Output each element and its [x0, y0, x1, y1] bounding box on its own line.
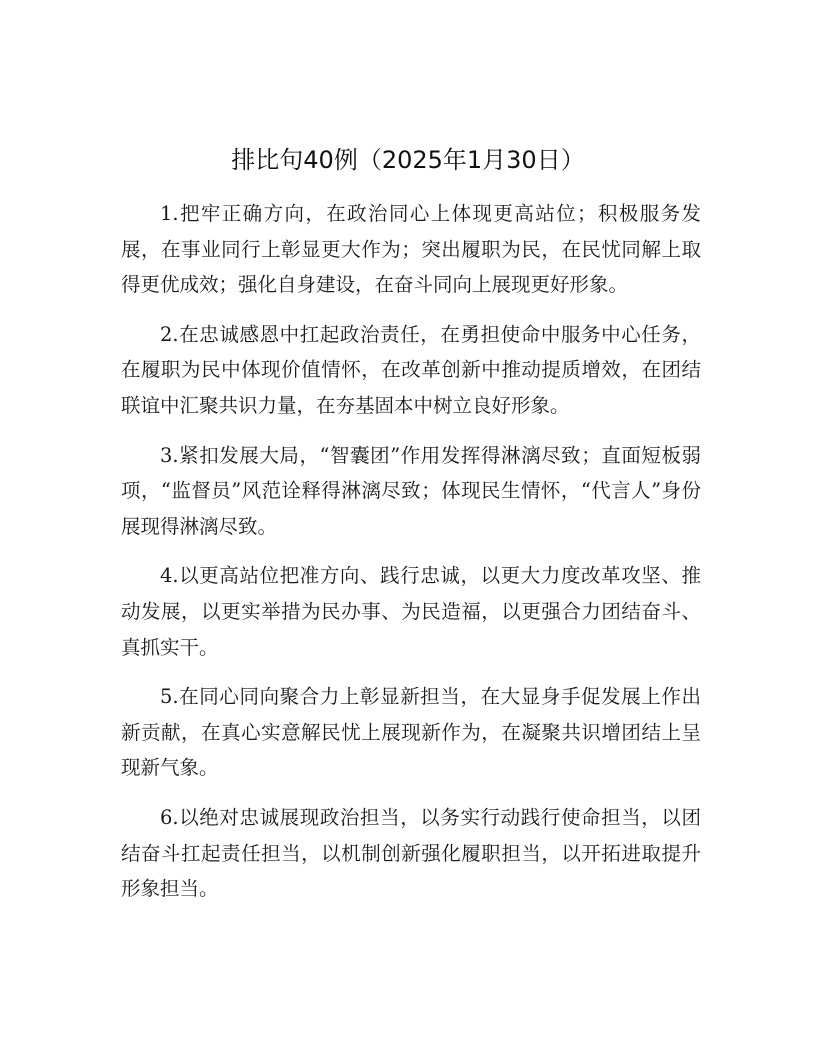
paragraph-3: 3.紧扣发展大局，“智囊团”作用发挥得淋漓尽致；直面短板弱项，“监督员”风范诠释得淋漓尽致；体现民生情怀，“代言人”身份展现得淋漓尽致。: [121, 443, 701, 538]
paragraph-6: 6.以绝对忠诚展现政治担当，以务实行动践行使命担当，以团结奋斗扛起责任担当，以机制创新强化履职担当，以开拓进取提升形象担当。: [121, 805, 701, 901]
paragraph-2: 2.在忠诚感恩中扛起政治责任，在勇担使命中服务中心任务，在履职为民中体现价值情怀，在改革创新中推动提质增效，在团结联谊中汇聚共识力量，在夯基固本中树立良好形象。: [121, 322, 701, 417]
paragraph-1: 1.把牢正确方向，在政治同心上体现更高站位；积极服务发展，在事业同行上彰显更大作为；突出履职为民，在民忧同解上取得更优成效；强化自身建设，在奋斗同向上展现更好形象。: [121, 202, 701, 297]
document-body: [121, 196, 701, 921]
paragraph-5: 5.在同心同向聚合力上彰显新担当，在大显身手促发展上作出新贡献，在真心实意解民忧上展现新作为，在凝聚共识增团结上呈现新气象。: [121, 685, 701, 780]
document-title: 排比句40例（2025年1月30日）: [231, 146, 585, 174]
paragraph-4: 4.以更高站位把准方向、践行忠诚，以更大力度改革攻坚、推动发展，以更实举措为民办事、为民造福，以更强合力团结奋斗、真抓实干。: [121, 564, 701, 659]
